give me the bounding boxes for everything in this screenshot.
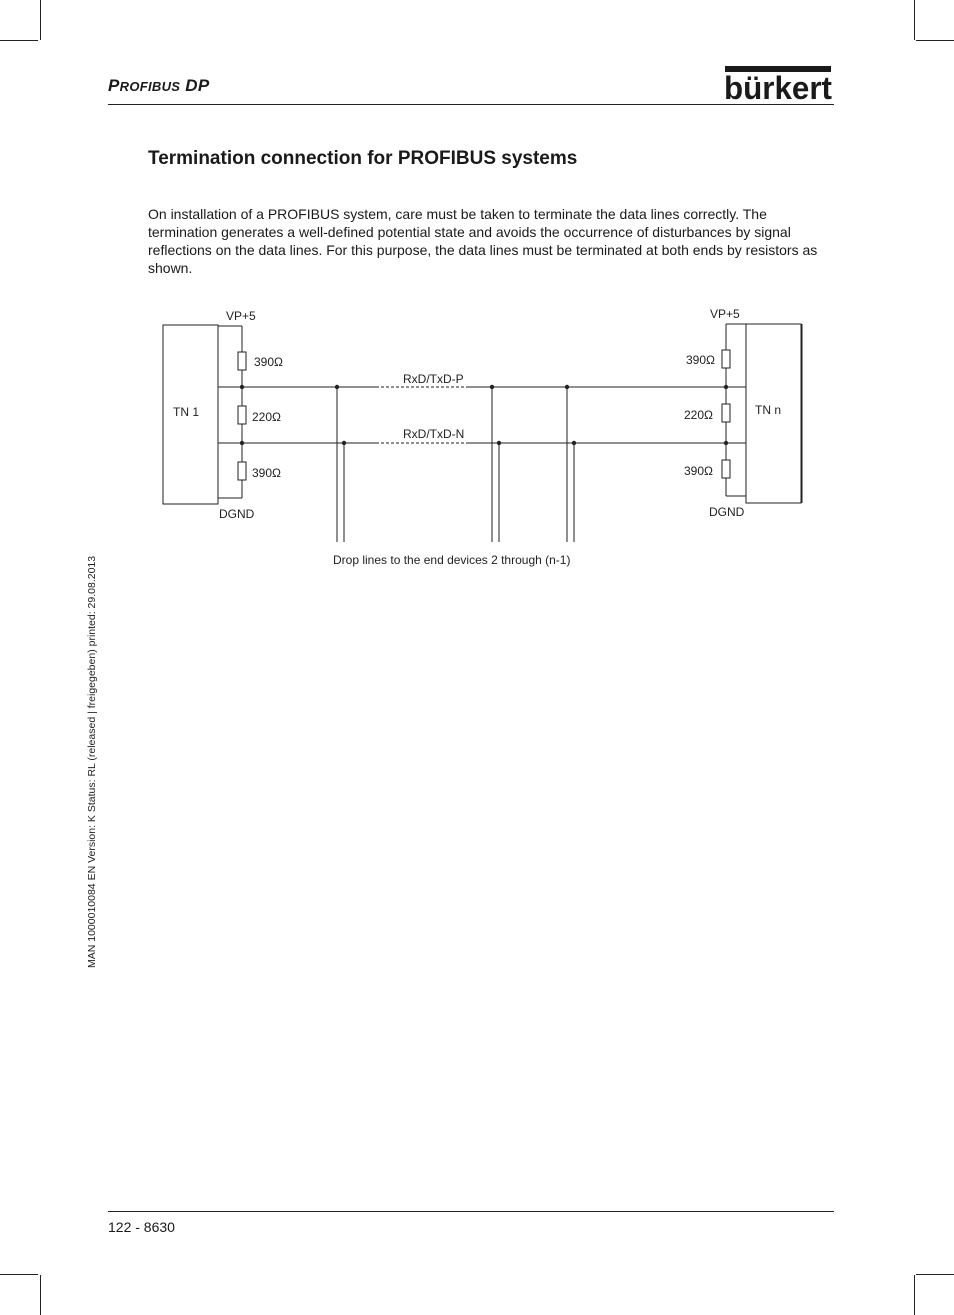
document-version-note: MAN 1000010084 EN Version: K Status: RL (released | freigegeben) printed: 29.08.2013 [86, 555, 98, 968]
crop-mark [40, 1275, 41, 1315]
dgnd-right-label: DGND [709, 505, 745, 519]
crop-mark [914, 1275, 915, 1315]
dgnd-left-label: DGND [219, 507, 255, 521]
crop-mark [0, 40, 38, 41]
resistor-390-left-bottom [238, 462, 246, 480]
burkert-logo [722, 66, 834, 104]
junction-dot [240, 441, 244, 445]
section-header-rest: DP [180, 76, 210, 95]
junction-dot [724, 385, 728, 389]
section-header [108, 76, 210, 96]
resistor-label: 220Ω [684, 408, 713, 422]
junction-dot [572, 441, 576, 445]
node-left-label: TN 1 [173, 405, 200, 419]
node-right-label: TN n [755, 403, 782, 417]
header-rule [108, 104, 834, 105]
resistor-390-right-bottom [722, 460, 730, 478]
resistor-label: 390Ω [686, 353, 715, 367]
resistor-390-left-top [238, 352, 246, 370]
logo-wordmark: bürkert [724, 70, 833, 104]
section-header-smallcaps: ROFIBUS [119, 79, 181, 94]
crop-mark [0, 1274, 38, 1275]
node-box-tnn [746, 324, 801, 503]
resistor-label: 390Ω [254, 355, 283, 369]
data-line-p-label: RxD/TxD-P [403, 372, 464, 386]
crop-mark [916, 40, 954, 41]
crop-mark [916, 1274, 954, 1275]
junction-dot [724, 441, 728, 445]
vp-right-label: VP+5 [710, 307, 740, 321]
junction-dot [342, 441, 346, 445]
resistor-label: 220Ω [252, 410, 281, 424]
footer-rule [108, 1211, 834, 1212]
data-line-n-label: RxD/TxD-N [403, 427, 465, 441]
vp-left-label: VP+5 [226, 309, 256, 323]
crop-mark [914, 0, 915, 40]
body-paragraph: On installation of a PROFIBUS system, care must be taken to terminate the data lines correctly. The termination generates a well-defined potential state and avoids the occurrence of disturbances by signal reflections on the data lines. For this purpose, the data lines must be terminated at both ends by resistors as shown. [148, 206, 818, 276]
page-number: 122 - 8630 [108, 1219, 175, 1235]
page-title: Termination connection for PROFIBUS systems [148, 148, 578, 169]
resistor-label: 390Ω [684, 464, 713, 478]
resistor-390-right-top [722, 350, 730, 368]
node-box-tn1 [163, 325, 218, 504]
resistor-220-right [722, 404, 730, 422]
junction-dot [565, 385, 569, 389]
drop-lines-caption: Drop lines to the end devices 2 through (n-1) [333, 553, 571, 567]
resistor-220-left [238, 406, 246, 424]
section-header-initial: P [108, 76, 120, 95]
junction-dot [490, 385, 494, 389]
crop-mark [40, 0, 41, 40]
junction-dot [497, 441, 501, 445]
resistor-label: 390Ω [252, 466, 281, 480]
junction-dot [240, 385, 244, 389]
junction-dot [335, 385, 339, 389]
